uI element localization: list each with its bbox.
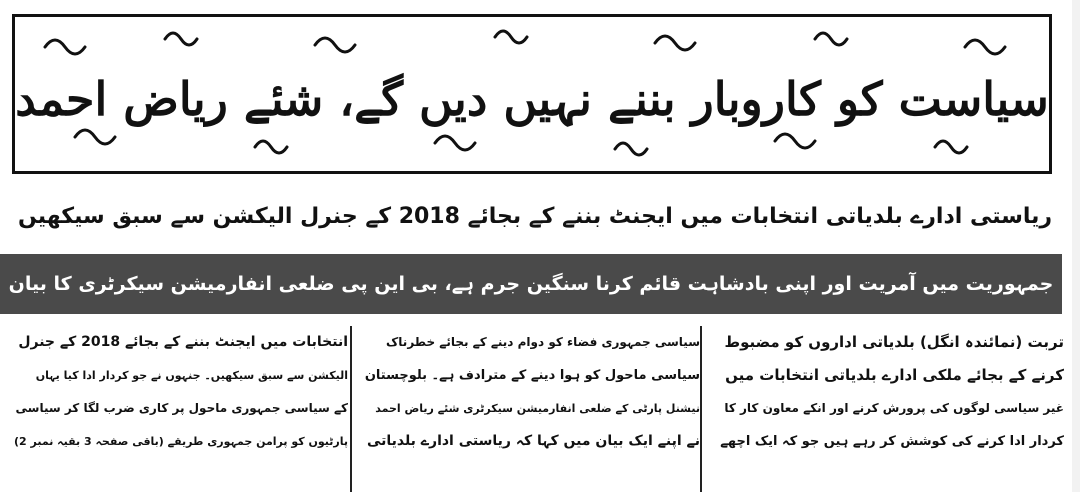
headline-box (12, 14, 1052, 174)
column-right-line: کردار ادا کرنے کی کوشش کر رہے ہیں جو کہ ایک اچھے (720, 434, 1064, 449)
column-right (714, 326, 1064, 492)
column-divider (700, 326, 702, 492)
page-edge (1072, 0, 1080, 492)
column-right-line: تربت (نمائندہ انگل) بلدیاتی اداروں کو مضبوط (724, 333, 1064, 351)
column-middle-line: نے اپنے ایک بیان میں کہا کہ ریاستی ادارے بلدیاتی (366, 433, 700, 449)
subheadline: ریاستی ادارے بلدیاتی انتخابات میں ایجنٹ بننے کے بجائے 2018 کے جنرل الیکشن سے سبق سیکھیں (17, 204, 1053, 229)
column-right-line: کرنے کے بجائے ملکی ادارے بلدیاتی انتخابات میں (725, 366, 1064, 384)
column-middle (364, 326, 700, 492)
column-left-line: الیکشن سے سبق سیکھیں۔ جنہوں نے جو کردار ادا کیا یہاں (35, 369, 348, 382)
column-right-line: غیر سیاسی لوگوں کی پرورش کرنے اور انکے معاون کار کا (724, 401, 1064, 415)
column-left-line: کے سیاسی جمہوری ماحول پر کاری ضرب لگا کر سیاسی (15, 401, 348, 415)
column-left-line: پارٹیوں کو پرامن جمہوری طریقے (باقی صفحہ 3 بقیہ نمبر 2) (13, 435, 348, 448)
column-left-line: انتخابات میں ایجنٹ بننے کے بجائے 2018 کے جنرل (18, 334, 348, 350)
banner-text: جمہوریت میں آمریت اور اپنی بادشاہت قائم کرنا سنگین جرم ہے، بی این پی ضلعی انفارمیشن سیکرٹری کا بیان (8, 273, 1054, 295)
banner (0, 254, 1062, 314)
headline: سیاست کو کاروبار بننے نہیں دیں گے، شئے ریاض احمد (15, 72, 1049, 126)
column-middle-line: نیشنل پارٹی کے ضلعی انفارمیشن سیکرٹری شئے ریاض احمد (375, 402, 700, 415)
article-columns (8, 326, 1064, 492)
column-divider (350, 326, 352, 492)
column-middle-line: سیاسی جمہوری فضاء کو دوام دینے کے بجائے خطرناک (386, 335, 700, 349)
column-left (8, 326, 348, 492)
column-middle-line: سیاسی ماحول کو ہوا دینے کے مترادف ہے۔ بلوچستان (364, 368, 700, 383)
